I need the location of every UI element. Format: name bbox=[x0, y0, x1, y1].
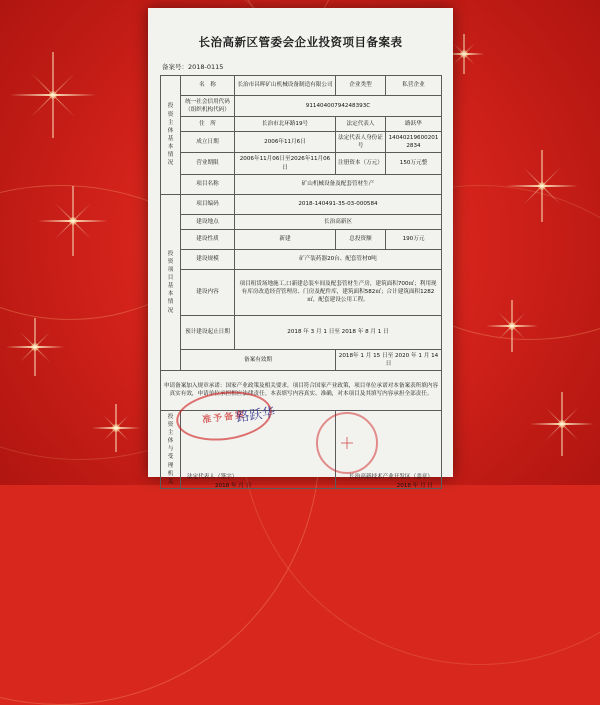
row-label-project-nature: 建设性质 bbox=[181, 229, 235, 249]
row-value-project-code: 2018-140491-35-03-000584 bbox=[235, 194, 442, 214]
table-row bbox=[161, 229, 442, 249]
record-number-label: 备案号： bbox=[162, 63, 188, 71]
filing-org-date: 2018 年 月 日 bbox=[396, 482, 433, 489]
row-label-project-site: 建设地点 bbox=[181, 214, 235, 229]
signature-legal-rep-label: 法定代表人（签字） bbox=[187, 473, 238, 480]
signature-legal-rep-date: 2018 年 月 日 bbox=[215, 482, 252, 489]
row-value-project-nature: 新建 bbox=[235, 229, 336, 249]
row-value-name: 长治市昌晖矿山机械设备制造有限公司 bbox=[235, 76, 336, 96]
row-label-credit-code: 统一社会信用代码（组织机构代码） bbox=[181, 96, 235, 117]
row-value-legal-rep: 路跃华 bbox=[386, 117, 442, 132]
table-row bbox=[161, 269, 442, 315]
row-value-project-content: 项目租赁场地施工,口新建总装车间及配套管材生产房，建筑面积700㎡；利用现有库房改造经营管理房、门房及配件库，建筑面积582㎡；合计建筑面积1282㎡，配套建设公用工程。 bbox=[235, 269, 442, 315]
row-value-project-site: 长治高新区 bbox=[235, 214, 442, 229]
table-row bbox=[161, 349, 442, 370]
official-round-seal bbox=[316, 412, 378, 474]
table-row bbox=[161, 96, 442, 117]
table-row bbox=[161, 214, 442, 229]
row-label-filing-period: 备案有效期 bbox=[181, 349, 336, 370]
row-value-project-name: 矿山机械设备及配套管材生产 bbox=[235, 174, 442, 194]
row-label-ent-type: 企业类型 bbox=[336, 76, 386, 96]
row-value-total-invest: 190万元 bbox=[386, 229, 442, 249]
table-row bbox=[161, 249, 442, 269]
row-label-found-date: 成立日期 bbox=[181, 132, 235, 153]
row-label-project-code: 项目编码 bbox=[181, 194, 235, 214]
row-value-ent-type: 私营企业 bbox=[386, 76, 442, 96]
row-value-found-date: 2006年11月6日 bbox=[235, 132, 336, 153]
handwritten-signature: 路跃华 bbox=[235, 405, 277, 426]
table-row bbox=[161, 117, 442, 132]
table-row bbox=[161, 194, 442, 214]
row-label-project-dates: 预计建设起止日期 bbox=[181, 315, 235, 349]
status-badge-approved-stamp: 准予备案 bbox=[173, 386, 274, 445]
table-row bbox=[161, 76, 442, 96]
row-value-business-period: 2006年11月06日至2026年11月06日 bbox=[235, 153, 336, 174]
row-label-id-number: 法定代表人身份证号 bbox=[336, 132, 386, 153]
section-label-seal: 投 资 主 体 与 受 理 机 关 bbox=[161, 410, 181, 488]
table-row bbox=[161, 315, 442, 349]
table-row bbox=[161, 174, 442, 194]
record-number bbox=[162, 62, 441, 71]
section-label-project: 投 资 项 目 基 本 情 况 bbox=[161, 194, 181, 370]
row-label-capital: 注册资本（万元） bbox=[336, 153, 386, 174]
filing-notes: 申请备案加入规章承诺：国家产业政策及相关要求，项目符合国家产业政策，项目单位承诺对本备案表所填内容真实有效，申请单位承担相应法律责任。本表填写内容真实、准确，对本项目及其填写内容承担全部责任。 bbox=[161, 370, 442, 410]
row-value-project-dates: 2018 年 3 月 1 日至 2018 年 8 月 1 日 bbox=[235, 315, 442, 349]
table-row bbox=[161, 153, 442, 174]
row-label-total-invest: 总投资额 bbox=[336, 229, 386, 249]
row-label-name: 名 称 bbox=[181, 76, 235, 96]
row-label-project-content: 建设内容 bbox=[181, 269, 235, 315]
filing-org-note: 长治高新技术产业开发区（盖章） bbox=[349, 473, 433, 480]
row-value-capital: 150万元整 bbox=[386, 153, 442, 174]
row-label-address: 住 所 bbox=[181, 117, 235, 132]
row-label-project-scale: 建设规模 bbox=[181, 249, 235, 269]
section-label-investor: 投 资 主 体 基 本 情 况 bbox=[161, 76, 181, 195]
row-label-project-name: 项目名称 bbox=[181, 174, 235, 194]
row-value-id-number: 140402196002012834 bbox=[386, 132, 442, 153]
table-row bbox=[161, 132, 442, 153]
row-value-address: 长治市北环路19号 bbox=[235, 117, 336, 132]
row-label-legal-rep: 法定代表人 bbox=[336, 117, 386, 132]
row-value-filing-period: 2018年 1 月 15 日至 2020 年 1 月 14 日 bbox=[336, 349, 442, 370]
page-title: 长治高新区管委会企业投资项目备案表 bbox=[198, 35, 403, 49]
record-number-value: 2018-0115 bbox=[188, 63, 224, 71]
row-value-credit-code: 91140400794248393C bbox=[235, 96, 442, 117]
row-value-project-scale: 矿产装药器20台、配套管材0吨 bbox=[235, 249, 442, 269]
row-label-business-period: 营业期限 bbox=[181, 153, 235, 174]
